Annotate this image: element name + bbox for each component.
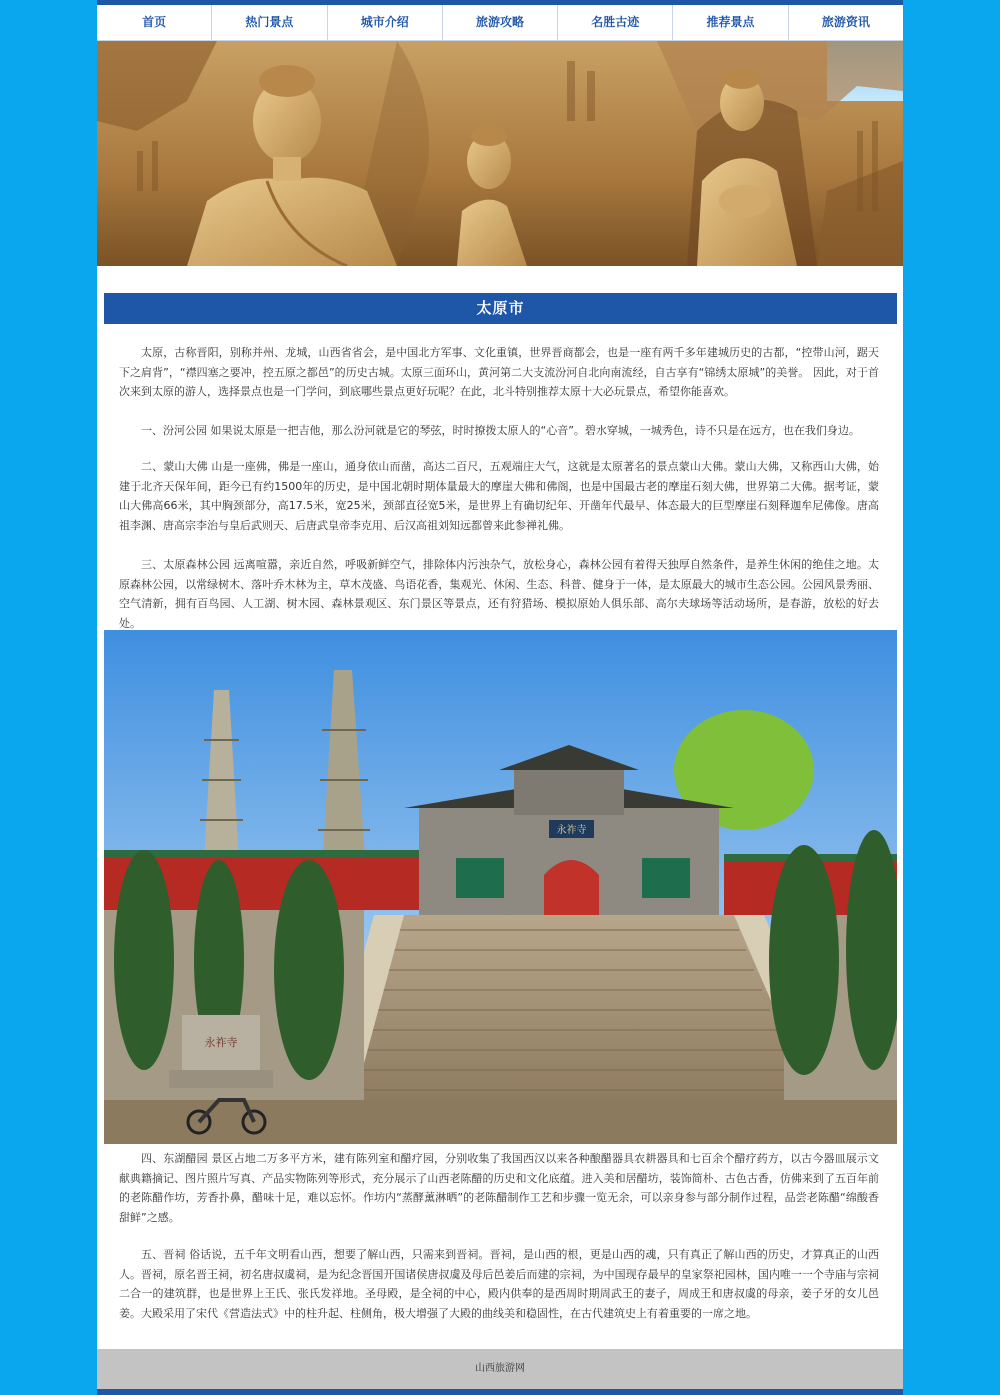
intro-paragraph: 太原，古称晋阳，别称并州、龙城，山西省省会，是中国北方军事、文化重镇，世界晋商都会，也是一座有两千多年建城历史的古都，“控带山河，踞天下之肩背”，“襟四塞之要冲，控五原之都邑”的历史古城。太原三面环山，黄河第二大支流汾河自北向南流经，自古享有“锦绣太原城”的美誉。 因此，对于首次来到太原的游人，选择景点也是一门学问，到底哪些景点更好玩呢？在此，北斗特别推荐太原十大必玩景点，希望你能喜欢。 xyxy=(119,346,879,398)
main-nav xyxy=(97,5,903,41)
grotto-buddha-picture xyxy=(97,41,903,266)
footer-text: 山西旅游网 xyxy=(475,1363,525,1374)
section-4-block xyxy=(119,1149,879,1227)
section-3-block xyxy=(119,555,879,633)
gate-plaque: 永祚寺 xyxy=(556,825,587,836)
footer xyxy=(97,1349,903,1389)
nav-item-hot-spots[interactable]: 热门景点 xyxy=(212,5,327,40)
section-2-block xyxy=(119,457,879,535)
section-paragraph-forest-park: 三、太原森林公园 远离喧嚣，亲近自然，呼吸新鲜空气，排除体内污浊杂气，放松身心，森林公园有着得天独厚自然条件，是养生休闲的绝佳之地。太原森林公园，以常绿树木、落叶乔木林为主，草木茂盛、鸟语花香，集观光、休闲、生态、科普、健身于一体，是太原最大的城市生态公园。公园风景秀丽、空气清新，拥有百鸟园、人工湖、树木园、森林景观区、东门景区等景点，还有狩猎场、模拟原始人俱乐部、高尔夫球场等活动场所，是春游，放松的好去处。 xyxy=(119,558,879,630)
page-container xyxy=(97,0,903,1395)
section-paragraph-jinci: 五、晋祠 俗话说，五千年文明看山西，想要了解山西，只需来到晋祠。晋祠，是山西的根，更是山西的魂，只有真正了解山西的历史，才算真正的山西人。晋祠，原名晋王祠，初名唐叔虞祠，是为纪念晋国开国诸侯唐叔虞及母后邑姜后而建的宗祠，为中国现存最早的皇家祭祀园林，国内唯一一个寺庙与宗祠二合一的建筑群，也是世界上王氏、张氏发祥地。圣母殿，是全祠的中心，殿内供奉的是西周时期周武王的妻子，周成王和唐叔虞的母亲，姜子牙的女儿邑姜。大殿采用了宋代《营造法式》中的柱升起、柱侧角，极大增强了大殿的曲线美和稳固性，在古代建筑史上有着重要的一席之地。 xyxy=(119,1248,879,1320)
section-paragraph-donghu-vinegar: 四、东湖醋园 景区占地二万多平方米，建有陈列室和醋疗园，分别收集了我国西汉以来各种酿醋器具农耕器具和七百余个醋疗药方，以古今器皿展示文献典籍摘记、图片照片写真、产品实物陈列等形式，充分展示了山西老陈醋的历史和文化底蕴。进入美和居醋坊，装饰简朴、古色古香，仿佛来到了五百年前的老陈醋作坊，芳香扑鼻，醋味十足，难以忘怀。作坊内“蒸酵薰淋晒”的老陈醋制作工艺和步骤一览无余，可以亲身参与部分制作过程，品尝老陈醋“绵酸香甜鲜”之感。 xyxy=(119,1152,879,1224)
section-1-block xyxy=(119,421,879,441)
nav-item-news[interactable]: 旅游资讯 xyxy=(821,15,870,29)
section-paragraph-fenhe-park: 一、汾河公园 如果说太原是一把吉他，那么汾河就是它的琴弦，时时撩拨太原人的“心音”。碧水穿城，一城秀色，诗不只是在远方，也在我们身边。 xyxy=(141,424,860,437)
yongzuo-temple-picture xyxy=(104,630,897,1144)
intro-text-block xyxy=(119,343,879,402)
nav-item-travel-guide[interactable]: 旅游攻略 xyxy=(443,5,558,40)
nav-item-city-intro[interactable]: 城市介绍 xyxy=(328,5,443,40)
section-paragraph-mengshan-buddha: 二、蒙山大佛 山是一座佛，佛是一座山，通身依山而凿，高达二百尺，五观端庄大气，这就是太原著名的景点蒙山大佛。蒙山大佛，又称西山大佛，始建于北齐天保年间，距今已有约1500年的历史，是中国北朝时期体量最大的摩崖大佛和佛阁，也是中国最古老的摩崖石刻大佛，世界第二大佛。据考证，蒙山大佛高66米，其中胸颈部分，高17.5米，宽25米，颈部直径宽5米，是世界上有确切纪年、开凿年代最早、体态最大的巨型摩崖石刻释迦牟尼佛像。唐高祖李渊、唐高宗李治与皇后武则天、后唐武皇帝李克用、后汉高祖刘知远都曾来此参禅礼佛。 xyxy=(119,460,879,532)
nav-item-historic-sites[interactable]: 名胜古迹 xyxy=(558,5,673,40)
stele-inscription: 永祚寺 xyxy=(204,1036,238,1049)
nav-item-home[interactable]: 首页 xyxy=(97,5,212,40)
temple-photo xyxy=(104,630,897,1144)
banner-image xyxy=(97,41,903,266)
section-5-block xyxy=(119,1245,879,1323)
page-title: 太原市 xyxy=(104,293,897,324)
nav-item-recommended[interactable]: 推荐景点 xyxy=(673,5,788,40)
bottom-accent-bar xyxy=(97,1389,903,1395)
